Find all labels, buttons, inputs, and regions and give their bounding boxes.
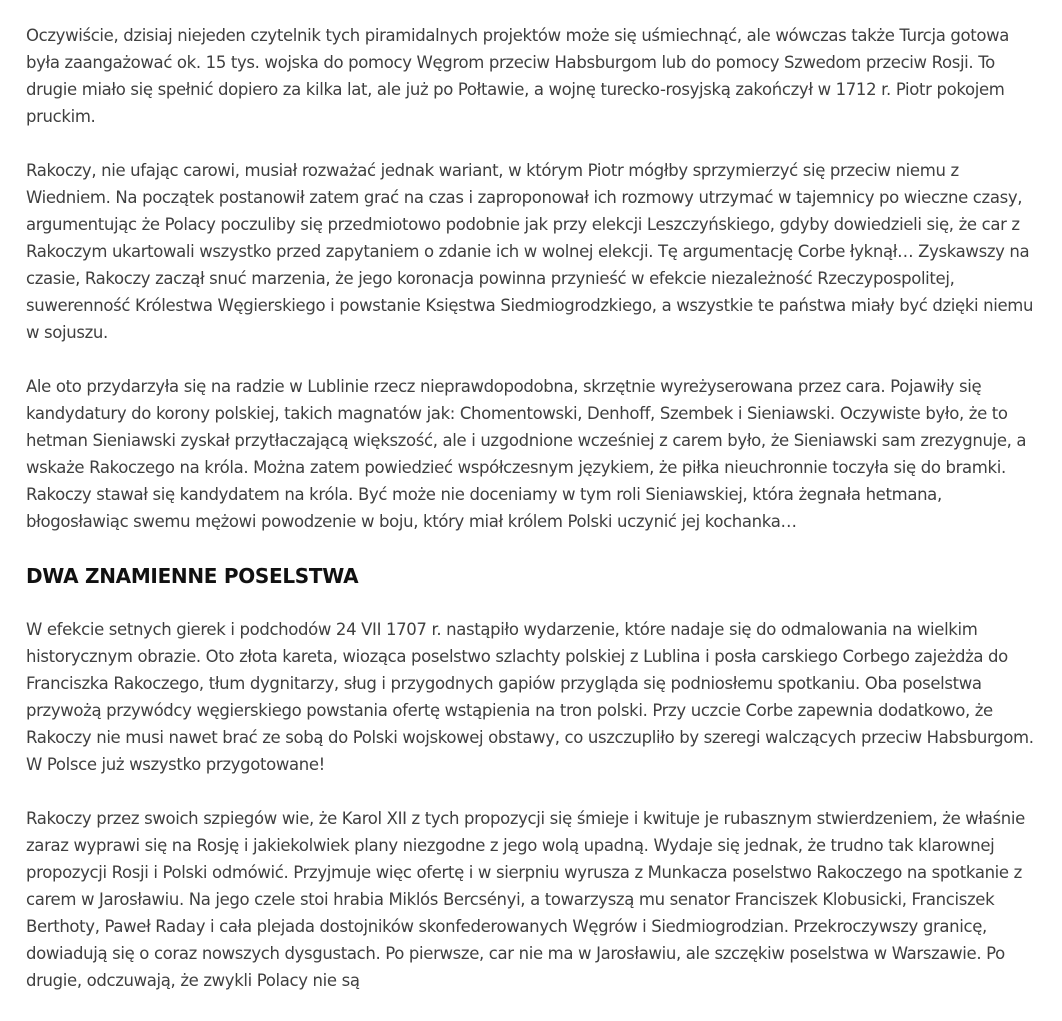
paragraph-1: Oczywiście, dzisiaj niejeden czytelnik tych piramidalnych projektów może się uśmiechnąć, ale wówczas także Turcja gotowa była zaangażować ok. 15 tys. wojska do pomocy Węgrom przeciw Habsburgom lub do pomocy Szwedom przeciw Rosji. To drugie miało się spełnić dopiero za kilka lat, ale już po Połtawie, a wojnę turecko-rosyjską zakończył w 1712 r. Piotr pokojem pruckim. — [26, 22, 1046, 130]
section-heading: DWA ZNAMIENNE POSELSTWA — [26, 562, 1046, 590]
paragraph-4: W efekcie setnych gierek i podchodów 24 VII 1707 r. nastąpiło wydarzenie, które nadaje się do odmalowania na wielkim historycznym obrazie. Oto złota kareta, wioząca poselstwo szlachty polskiej z Lublina i posła carskiego Corbego zajeżdża do Franciszka Rakoczego, tłum dygnitarzy, sług i przygodnych gapiów przygląda się podniosłemu spotkaniu. Oba poselstwa przywożą przywódcy węgierskiego powstania ofertę wstąpienia na tron polski. Przy uczcie Corbe zapewnia dodatkowo, że Rakoczy nie musi nawet brać ze sobą do Polski wojskowej obstawy, co uszczupliło by szeregi walczących przeciw Habsburgom. W Polsce już wszystko przygotowane! — [26, 616, 1046, 778]
paragraph-3: Ale oto przydarzyła się na radzie w Lublinie rzecz nieprawdopodobna, skrzętnie wyreżyserowana przez cara. Pojawiły się kandydatury do korony polskiej, takich magnatów jak: Chomentowski, Denhoff, Szembek i Sieniawski. Oczywiste było, że to hetman Sieniawski zyskał przytłaczającą większość, ale i uzgodnione wcześniej z carem było, że Sieniawski sam zrezygnuje, a wskaże Rakoczego na króla. Można zatem powiedzieć współczesnym językiem, że piłka nieuchronnie toczyła się do bramki. Rakoczy stawał się kandydatem na króla. Być może nie doceniamy w tym roli Sieniawskiej, która żegnała hetmana, błogosławiąc swemu mężowi powodzenie w boju, który miał królem Polski uczynić jej kochanka… — [26, 373, 1046, 535]
paragraph-5: Rakoczy przez swoich szpiegów wie, że Karol XII z tych propozycji się śmieje i kwituje je rubasznym stwierdzeniem, że właśnie zaraz wyprawi się na Rosję i jakiekolwiek plany niezgodne z jego wolą upadną. Wydaje się jednak, że trudno tak klarownej propozycji Rosji i Polski odmówić. Przyjmuje więc ofertę i w sierpniu wyrusza z Munkacza poselstwo Rakoczego na spotkanie z carem w Jarosławiu. Na jego czele stoi hrabia Miklós Bercsényi, a towarzyszą mu senator Franciszek Klobusicki, Franciszek Berthoty, Paweł Raday i cała plejada dostojników skonfederowanych Węgrów i Siedmiogrodzian. Przekroczywszy granicę, dowiadują się o coraz nowszych dysgustach. Po pierwsze, car nie ma w Jarosławiu, ale szczękiw poselstwa w Warszawie. Po drugie, odczuwają, że zwykli Polacy nie są — [26, 805, 1046, 994]
article-body — [26, 22, 1046, 1021]
paragraph-2: Rakoczy, nie ufając carowi, musiał rozważać jednak wariant, w którym Piotr mógłby sprzymierzyć się przeciw niemu z Wiedniem. Na początek postanowił zatem grać na czas i zaproponował ich rozmowy utrzymać w tajemnicy po wieczne czasy, argumentując że Polacy poczuliby się przedmiotowo podobnie jak przy elekcji Leszczyńskiego, gdyby dowiedzieli się, że car z Rakoczym ukartowali wszystko przed zapytaniem o zdanie ich w wolnej elekcji. Tę argumentację Corbe łyknął… Zyskawszy na czasie, Rakoczy zaczął snuć marzenia, że jego koronacja powinna przynieść w efekcie niezależność Rzeczypospolitej, suwerenność Królestwa Węgierskiego i powstanie Księstwa Siedmiogrodzkiego, a wszystkie te państwa miały być dzięki niemu w sojuszu. — [26, 157, 1046, 346]
bottom-cutoff-overlay — [0, 1011, 1062, 1017]
